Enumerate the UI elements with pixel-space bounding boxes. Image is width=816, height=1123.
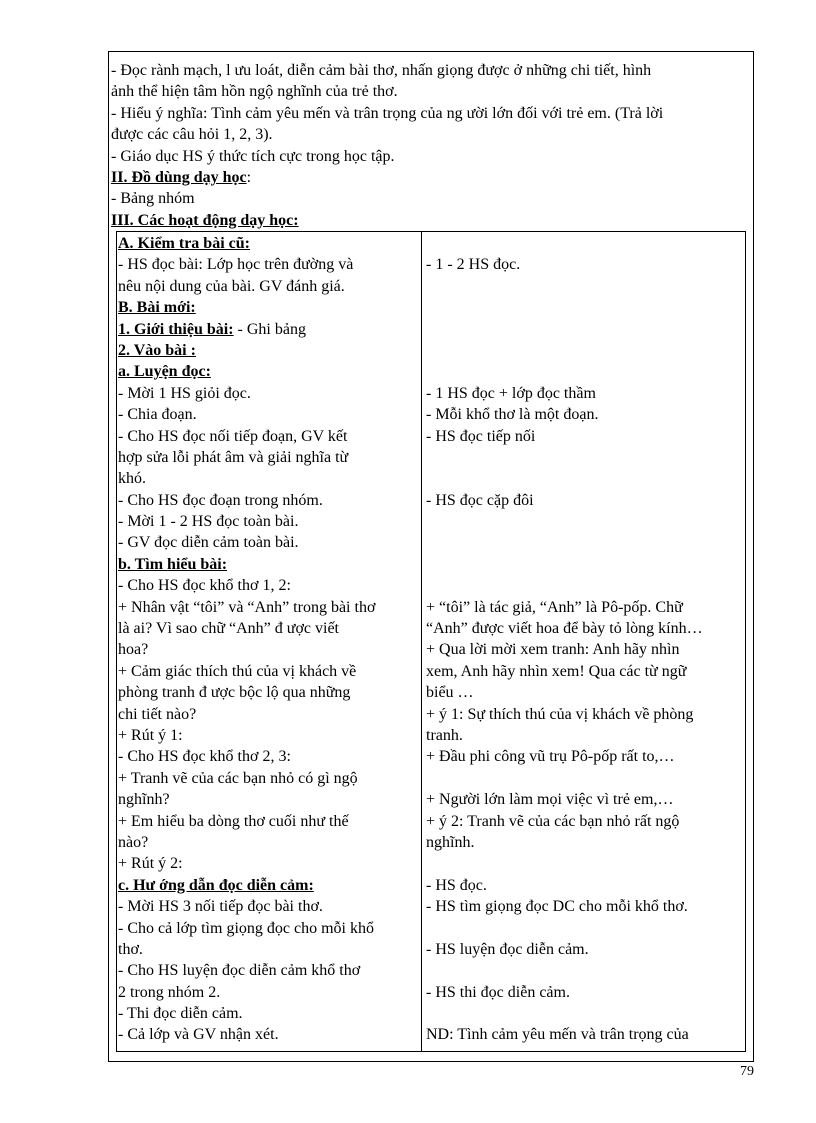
left-line	[118, 960, 418, 981]
right-line	[426, 490, 748, 511]
column-divider	[421, 231, 422, 1052]
line-text: - Cho HS đọc đoạn trong nhóm.	[118, 491, 323, 509]
line-text: + Đầu phi công vũ trụ Pô-pốp rất to,…	[426, 748, 675, 766]
left-line	[118, 490, 418, 511]
right-line	[426, 896, 748, 917]
line-text: - Mời 1 - 2 HS đọc toàn bài.	[118, 513, 299, 531]
left-line	[118, 704, 418, 725]
left-line	[118, 447, 418, 468]
left-line	[118, 233, 418, 254]
right-line	[426, 233, 748, 254]
left-line	[118, 725, 418, 746]
left-line	[118, 789, 418, 810]
left-line	[118, 896, 418, 917]
line-text: A. Kiểm tra bài cũ:	[118, 235, 250, 252]
right-line	[426, 832, 748, 853]
student-activities-column	[426, 233, 748, 1046]
line-text: - Mỗi khổ thơ là một đoạn.	[426, 406, 599, 424]
line-text: + Rút ý 1:	[118, 726, 183, 744]
line-text: tranh.	[426, 726, 463, 744]
right-line	[426, 276, 748, 297]
right-line	[426, 447, 748, 468]
right-line	[426, 532, 748, 553]
right-line	[426, 939, 748, 960]
line-text: + Cảm giác thích thú của vị khách về	[118, 662, 357, 680]
line-text: - Cả lớp và GV nhận xét.	[118, 1026, 279, 1044]
right-line	[426, 639, 748, 660]
line-text: - Mời 1 HS giỏi đọc.	[118, 384, 251, 402]
left-line	[118, 939, 418, 960]
line-text: - GV đọc diễn cảm toàn bài.	[118, 534, 299, 552]
left-line	[118, 597, 418, 618]
left-line	[118, 661, 418, 682]
left-line	[118, 532, 418, 553]
right-line	[426, 404, 748, 425]
line-text: - Mời HS 3 nối tiếp đọc bài thơ.	[118, 898, 323, 916]
right-line	[426, 1003, 748, 1024]
right-line	[426, 554, 748, 575]
left-line	[118, 340, 418, 361]
objectives-section	[111, 60, 751, 231]
objective-line: - Hiểu ý nghĩa: Tình cảm yêu mến và trân trọng của ng ười lớn đối với trẻ em. (Trả lời	[111, 104, 664, 122]
section-heading-materials: II. Đồ dùng dạy học:	[111, 169, 252, 187]
left-line	[118, 918, 418, 939]
line-text: - HS tìm giọng đọc DC cho mỗi khổ thơ.	[426, 898, 688, 916]
line-text: chi tiết nào?	[118, 705, 197, 723]
line-text: xem, Anh hãy nhìn xem! Qua các từ ngữ	[426, 662, 687, 680]
line-text: + “tôi” là tác giả, “Anh” là Pô-pốp. Chữ	[426, 598, 683, 616]
left-line	[118, 768, 418, 789]
objective-line: - Giáo dục HS ý thức tích cực trong học tập.	[111, 147, 395, 165]
left-line	[118, 832, 418, 853]
left-line	[118, 1024, 418, 1045]
line-text: a. Luyện đọc:	[118, 363, 211, 381]
right-line	[426, 768, 748, 789]
line-text: - Cho HS đọc nối tiếp đoạn, GV kết	[118, 427, 348, 445]
right-line	[426, 918, 748, 939]
left-line	[118, 1003, 418, 1024]
line-text: thơ.	[118, 940, 143, 958]
line-text: - Cho cả lớp tìm giọng đọc cho mỗi khổ	[118, 919, 374, 937]
line-text: nghĩnh?	[118, 791, 170, 809]
left-line	[118, 554, 418, 575]
section-heading-activities: III. Các hoạt động dạy học:	[111, 211, 299, 229]
right-line	[426, 725, 748, 746]
line-text: nêu nội dung của bài. GV đánh giá.	[118, 277, 345, 295]
left-line	[118, 276, 418, 297]
line-text: + Tranh vẽ của các bạn nhỏ có gì ngộ	[118, 769, 358, 787]
right-line	[426, 704, 748, 725]
left-line	[118, 468, 418, 489]
line-text: - HS luyện đọc diễn cảm.	[426, 940, 589, 958]
right-line	[426, 297, 748, 318]
line-text: - 1 HS đọc + lớp đọc thầm	[426, 384, 596, 402]
line-text: 2 trong nhóm 2.	[118, 983, 221, 1001]
right-line	[426, 661, 748, 682]
line-text: - Cho HS luyện đọc diễn cảm khổ thơ	[118, 962, 361, 980]
left-line	[118, 639, 418, 660]
line-text: nghĩnh.	[426, 833, 475, 851]
line-text: 1. Giới thiệu bài:	[118, 320, 234, 338]
line-text: + Qua lời mời xem tranh: Anh hãy nhìn	[426, 641, 680, 659]
line-text: hoa?	[118, 641, 149, 659]
right-line	[426, 789, 748, 810]
left-line	[118, 853, 418, 874]
line-text: + Rút ý 2:	[118, 855, 183, 873]
left-line	[118, 361, 418, 382]
left-line	[118, 875, 418, 896]
left-line	[118, 254, 418, 275]
left-line	[118, 297, 418, 318]
line-text: - Cho HS đọc khổ thơ 1, 2:	[118, 577, 291, 595]
line-text: hợp sửa lỗi phát âm và giải nghĩa từ	[118, 448, 349, 466]
left-line	[118, 511, 418, 532]
line-text: - Chia đoạn.	[118, 406, 197, 424]
line-text: + ý 2: Tranh vẽ của các bạn nhỏ rất ngộ	[426, 812, 680, 830]
right-line	[426, 960, 748, 981]
left-line	[118, 383, 418, 404]
line-text: - HS đọc bài: Lớp học trên đường và	[118, 256, 354, 274]
right-line	[426, 426, 748, 447]
left-line	[118, 319, 418, 340]
line-text: “Anh” được viết hoa để bày tỏ lòng kính…	[426, 620, 703, 638]
line-text: nào?	[118, 833, 149, 851]
line-text: c. Hư ớng dẫn đọc diễn cảm:	[118, 876, 314, 894]
objective-line: ảnh thể hiện tâm hồn ngộ nghĩnh của trẻ thơ.	[111, 83, 398, 101]
left-line	[118, 811, 418, 832]
line-text: là ai? Vì sao chữ “Anh” đ ược viết	[118, 620, 339, 638]
right-line	[426, 618, 748, 639]
right-line	[426, 853, 748, 874]
right-line	[426, 982, 748, 1003]
line-text: - HS đọc.	[426, 876, 487, 894]
line-text: - HS đọc tiếp nối	[426, 427, 536, 445]
line-text: - HS thi đọc diễn cảm.	[426, 983, 570, 1001]
line-text: - Cho HS đọc khổ thơ 2, 3:	[118, 748, 291, 766]
right-line	[426, 682, 748, 703]
right-line	[426, 511, 748, 532]
line-text: b. Tìm hiểu bài:	[118, 555, 228, 573]
right-line	[426, 254, 748, 275]
right-line	[426, 597, 748, 618]
teacher-activities-column	[118, 233, 418, 1046]
line-text: + Người lớn làm mọi việc vì trẻ em,…	[426, 791, 674, 809]
right-line	[426, 1024, 748, 1045]
left-line	[118, 575, 418, 596]
line-text: - Thi đọc diễn cảm.	[118, 1005, 243, 1023]
left-line	[118, 982, 418, 1003]
right-line	[426, 361, 748, 382]
right-line	[426, 340, 748, 361]
left-line	[118, 404, 418, 425]
line-text: + ý 1: Sự thích thú của vị khách về phòng	[426, 705, 694, 723]
line-text: ND: Tình cảm yêu mến và trân trọng của	[426, 1026, 689, 1044]
right-line	[426, 875, 748, 896]
line-text: + Em hiểu ba dòng thơ cuối như thế	[118, 812, 349, 830]
right-line	[426, 746, 748, 767]
materials-line: - Bảng nhóm	[111, 190, 195, 208]
line-suffix: - Ghi bảng	[233, 320, 306, 338]
line-text: phòng tranh đ ược bộc lộ qua những	[118, 684, 351, 702]
left-line	[118, 746, 418, 767]
right-line	[426, 575, 748, 596]
right-line	[426, 811, 748, 832]
page-number: 79	[740, 1064, 754, 1079]
line-text: biểu …	[426, 684, 474, 702]
line-text: B. Bài mới:	[118, 299, 196, 317]
left-line	[118, 426, 418, 447]
right-line	[426, 468, 748, 489]
line-text: - HS đọc cặp đôi	[426, 491, 534, 509]
line-text: 2. Vào bài :	[118, 341, 196, 359]
objective-line: được các câu hỏi 1, 2, 3).	[111, 126, 273, 144]
objective-line: - Đọc rành mạch, l ưu loát, diễn cảm bài thơ, nhấn giọng được ở những chi tiết, hình	[111, 62, 652, 79]
left-line	[118, 618, 418, 639]
left-line	[118, 682, 418, 703]
right-line	[426, 383, 748, 404]
line-text: - 1 - 2 HS đọc.	[426, 256, 521, 274]
line-text: khó.	[118, 470, 146, 488]
right-line	[426, 319, 748, 340]
line-text: + Nhân vật “tôi” và “Anh” trong bài thơ	[118, 598, 376, 616]
